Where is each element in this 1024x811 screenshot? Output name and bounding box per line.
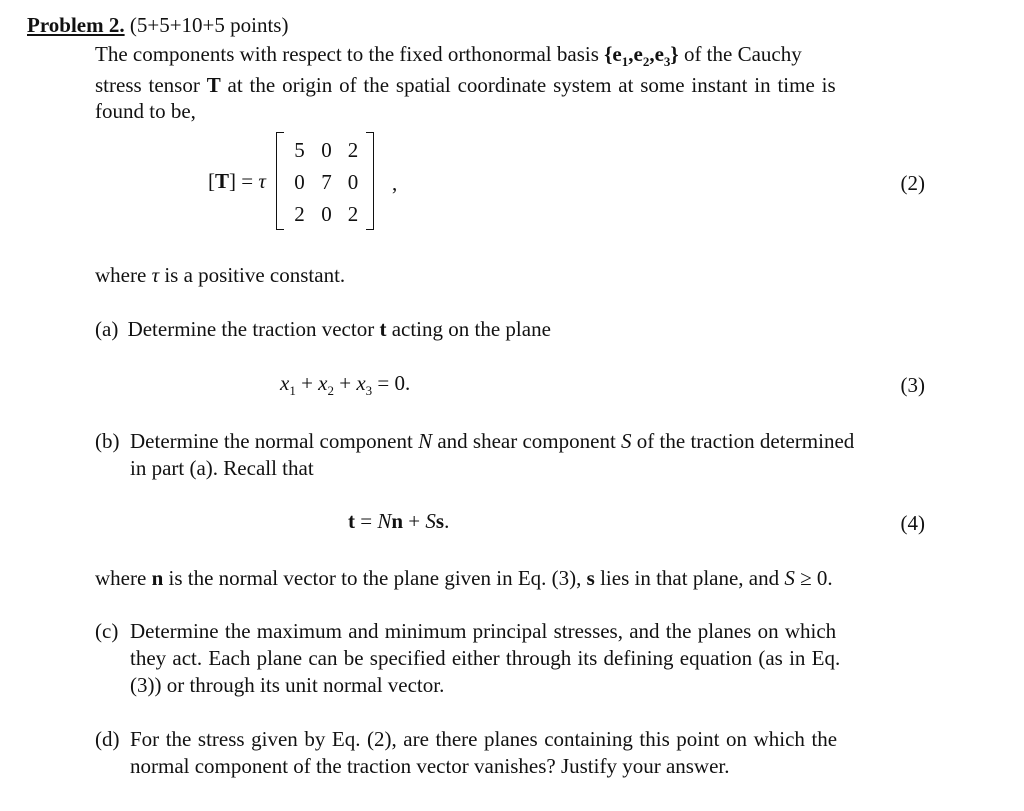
where-text: ≥ 0. [794, 566, 833, 590]
eq-plus: + [334, 371, 357, 395]
where-text: where [95, 263, 152, 287]
eq-sub-2: 2 [327, 383, 334, 398]
basis-set [604, 42, 679, 69]
traction-decomposition-equation [348, 508, 449, 535]
matrix-cell: 2 [347, 138, 359, 162]
part-b [95, 428, 925, 482]
eq-x1: x [280, 371, 290, 395]
intro-line-2 [95, 72, 836, 99]
part-b-text: of the traction determined [631, 429, 855, 453]
part-c-label: (c) [95, 619, 119, 643]
where-text: lies in that plane, and [594, 566, 785, 590]
eq-N: N [377, 509, 392, 533]
eq-S: S [425, 509, 436, 533]
part-b-text: and shear component [432, 429, 622, 453]
basis-open: {e [604, 42, 622, 66]
matrix-left-bracket [276, 132, 284, 230]
lhs-open-bracket: [ [208, 169, 215, 193]
intro-line-1 [95, 41, 802, 75]
equation-number-3: (3) [900, 373, 925, 397]
tau-symbol: τ [151, 263, 160, 287]
where-text: is a positive constant. [159, 263, 346, 287]
part-d-line-2: normal component of the traction vector vanishes? Justify your answer. [130, 754, 730, 778]
shear-vector-symbol: s [586, 566, 595, 590]
eq-sub-1: 1 [289, 383, 296, 398]
part-d [95, 726, 925, 780]
matrix-cell: 0 [294, 170, 305, 194]
matrix-cells [286, 134, 366, 230]
matrix-cell: 2 [294, 202, 305, 226]
part-d-line-1: For the stress given by Eq. (2), are there planes containing this point on which the [130, 727, 838, 751]
matrix-cell: 0 [321, 138, 332, 162]
eq-plus: + [295, 371, 319, 395]
matrix-cell: 0 [321, 202, 332, 226]
matrix-right-bracket [366, 132, 374, 230]
part-b-label: (b) [95, 429, 120, 453]
plane-equation [280, 370, 410, 404]
shear-symbol: S [784, 566, 795, 590]
part-a-text: Determine the traction vector [127, 317, 380, 341]
part-c-body [130, 618, 925, 699]
problem-heading [27, 12, 288, 39]
part-a-label: (a) [95, 317, 119, 341]
eq-n: n [391, 509, 404, 533]
part-c-line-3: (3)) or through its unit normal vector. [130, 673, 445, 697]
eq-x2: x [318, 371, 328, 395]
matrix-cell: 0 [347, 170, 359, 194]
part-d-body [130, 726, 925, 780]
equation-number-4: (4) [900, 511, 925, 535]
intro-text: stress tensor [95, 73, 207, 97]
basis-sub-2: 2 [642, 54, 650, 69]
equation-number-2: (2) [900, 171, 925, 195]
part-b-body [130, 428, 925, 482]
basis-sub-3: 3 [663, 54, 671, 69]
matrix-comma: , [392, 171, 398, 195]
lhs-tau: τ [258, 169, 266, 193]
shear-symbol: S [621, 429, 632, 453]
basis-mid-1: ,e [628, 42, 643, 66]
eq-s: s [435, 509, 445, 533]
part-b-text: Determine the normal component [130, 429, 419, 453]
part-a-text: acting on the plane [386, 317, 551, 341]
intro-text-tail: of the Cauchy [678, 42, 802, 66]
tensor-symbol: T [206, 73, 221, 97]
part-d-label: (d) [95, 727, 120, 751]
basis-mid-2: ,e [649, 42, 664, 66]
lhs-equals: ] = [229, 169, 259, 193]
where-text: is the normal vector to the plane given in Eq. (3), [163, 566, 587, 590]
eq-t: t [348, 509, 355, 533]
traction-symbol: t [379, 317, 387, 341]
matrix-lhs [208, 168, 266, 195]
part-c-line-1: Determine the maximum and minimum principal stresses, and the planes on which [130, 619, 837, 643]
intro-text: at the origin of the spatial coordinate system at some instant in time is [220, 73, 836, 97]
part-b-line-2: in part (a). Recall that [130, 456, 314, 480]
normal-vector-symbol: n [151, 566, 164, 590]
lhs-tensor: T [215, 169, 230, 193]
where-n-line [95, 565, 833, 592]
eq-x3: x [356, 371, 366, 395]
problem-points: (5+5+10+5 points) [129, 13, 289, 37]
eq-plus: + [403, 509, 426, 533]
intro-line-3: found to be, [95, 99, 196, 123]
normal-symbol: N [418, 429, 433, 453]
problem-title: Problem 2. [27, 13, 125, 37]
matrix-cell: 5 [294, 138, 305, 162]
basis-close: } [670, 42, 679, 66]
where-tau-line [95, 262, 345, 289]
matrix-cell: 2 [347, 202, 359, 226]
eq-end: . [444, 509, 450, 533]
eq-sub-3: 3 [365, 383, 373, 398]
part-b-line-1 [130, 428, 925, 455]
matrix-cell: 7 [321, 170, 332, 194]
part-c-line-2: they act. Each plane can be specified either through its defining equation (as in Eq. [130, 646, 841, 670]
basis-sub-1: 1 [621, 54, 629, 69]
part-a [95, 316, 551, 343]
eq-equals: = [355, 509, 378, 533]
intro-text: The components with respect to the fixed orthonormal basis [95, 42, 605, 66]
part-c [95, 618, 925, 699]
where-text: where [95, 566, 152, 590]
eq-rest: = 0. [372, 371, 411, 395]
